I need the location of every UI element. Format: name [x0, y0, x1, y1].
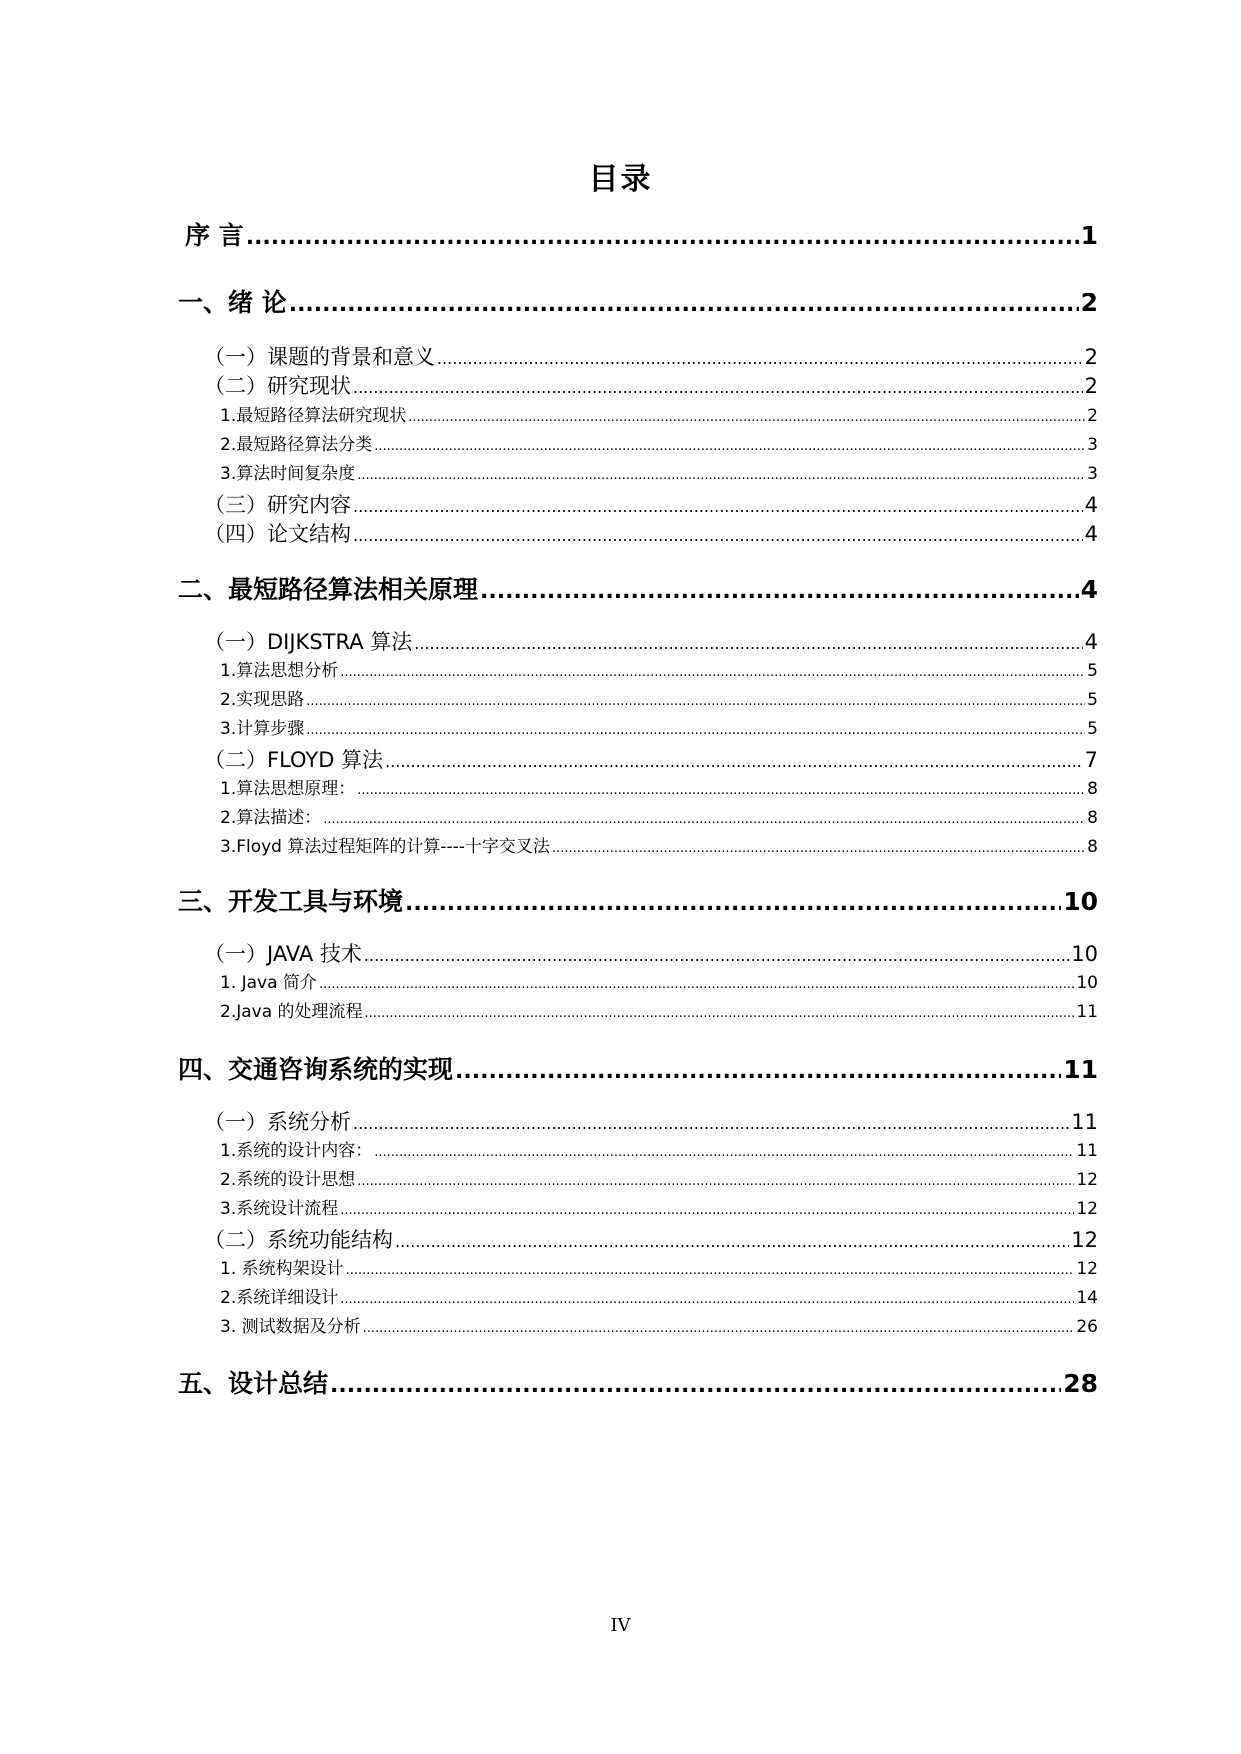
toc-entry-label: 1.算法思想分析: [220, 661, 339, 681]
toc-entry-page: 12: [1071, 1228, 1098, 1252]
toc-entry-page: 3: [1087, 464, 1098, 484]
toc-entry-page: 8: [1087, 779, 1098, 799]
toc-entry-label: 2.Java 的处理流程: [220, 1002, 363, 1022]
toc-dot-leader: [353, 371, 1083, 403]
toc-entry-label: 3.算法时间复杂度: [220, 464, 356, 484]
toc-dot-leader: [374, 432, 1085, 460]
toc-dot-leader: [340, 1285, 1074, 1313]
toc-dot-leader: [353, 1107, 1069, 1139]
toc-entry-page: 11: [1071, 1110, 1098, 1134]
toc-entry-page: 7: [1084, 748, 1098, 772]
toc-entry[interactable]: [204, 1107, 1098, 1137]
toc-entry-label: 五、设计总结: [178, 1369, 329, 1398]
toc-entry-label: 1. 系统构架设计: [220, 1259, 344, 1279]
toc-entry-page: 12: [1076, 1170, 1098, 1190]
toc-dot-leader: [395, 1225, 1069, 1257]
toc-entry[interactable]: [220, 970, 1098, 996]
toc-entry[interactable]: [220, 716, 1098, 742]
toc-entry-label: 1.最短路径算法研究现状: [220, 406, 407, 426]
toc-entry[interactable]: [220, 834, 1098, 860]
toc-dot-leader: [414, 627, 1082, 659]
toc-entry[interactable]: [220, 776, 1098, 802]
toc-entry-label: 2.实现思路: [220, 690, 305, 710]
toc-entry-label: 2.系统详细设计: [220, 1288, 339, 1308]
toc-entry-label: 三、开发工具与环境: [178, 887, 404, 916]
toc-entry[interactable]: [204, 490, 1098, 520]
toc-dot-leader: [357, 1167, 1074, 1195]
toc-dot-leader: [353, 490, 1083, 522]
toc-entry-label: 2.算法描述：: [220, 808, 322, 828]
toc-entry[interactable]: [220, 1167, 1098, 1193]
toc-entry[interactable]: [204, 939, 1098, 969]
toc-dot-leader: [363, 1314, 1075, 1342]
toc-entry[interactable]: [220, 687, 1098, 713]
page-number: IV: [610, 1615, 631, 1636]
toc-entry-label: 1.算法思想原理：: [220, 779, 356, 799]
toc-entry-label: 3.系统设计流程: [220, 1199, 339, 1219]
toc-dot-leader: [357, 461, 1085, 489]
toc-entry-label: （三）研究内容: [204, 493, 351, 517]
toc-dot-leader: [364, 939, 1069, 971]
toc-entry-page: 4: [1084, 493, 1098, 517]
toc-entry[interactable]: [220, 999, 1098, 1025]
toc-dot-leader: [289, 285, 1079, 323]
toc-entry-page: 10: [1063, 887, 1098, 916]
toc-entry[interactable]: [204, 342, 1098, 372]
toc-entry-page: 4: [1084, 522, 1098, 546]
toc-dot-leader: [323, 805, 1085, 833]
toc-dot-leader: [340, 1196, 1074, 1224]
toc-entry-page: 10: [1076, 973, 1098, 993]
toc-entry[interactable]: [178, 285, 1098, 321]
toc-entry[interactable]: [220, 1314, 1098, 1340]
toc-dot-leader: [365, 999, 1075, 1027]
toc-entry[interactable]: [220, 1256, 1098, 1282]
toc-entry[interactable]: [220, 461, 1098, 487]
toc-entry[interactable]: [204, 745, 1098, 775]
toc-entry-page: 12: [1076, 1259, 1098, 1279]
toc-entry-label: （一）课题的背景和意义: [204, 345, 435, 369]
toc-entry-page: 12: [1076, 1199, 1098, 1219]
toc-entry-label: （一）JAVA 技术: [204, 942, 362, 966]
toc-entry-label: 3.Floyd 算法过程矩阵的计算----十字交叉法: [220, 837, 550, 857]
toc-dot-leader: [306, 716, 1085, 744]
toc-entry-label: （二）FLOYD 算法: [204, 748, 384, 772]
toc-dot-leader: [330, 1366, 1061, 1404]
toc-entry[interactable]: [220, 658, 1098, 684]
toc-entry-label: 四、交通咨询系统的实现: [178, 1055, 454, 1084]
toc-dot-leader: [246, 218, 1079, 256]
toc-entry-label: 一、绪 论: [178, 288, 287, 317]
toc-entry[interactable]: [220, 403, 1098, 429]
toc-entry-page: 2: [1084, 345, 1098, 369]
toc-entry-page: 11: [1076, 1002, 1098, 1022]
toc-entry[interactable]: [204, 627, 1098, 657]
toc-dot-leader: [405, 884, 1061, 922]
toc-dot-leader: [480, 572, 1079, 610]
toc-entry-page: 3: [1087, 435, 1098, 455]
toc-entry[interactable]: [220, 805, 1098, 831]
toc-entry-label: 1.系统的设计内容：: [220, 1141, 373, 1161]
toc-entry-page: 5: [1087, 661, 1098, 681]
toc-entry-label: （一）系统分析: [204, 1110, 351, 1134]
toc-dot-leader: [346, 1256, 1075, 1284]
toc-entry-page: 28: [1063, 1369, 1098, 1398]
toc-dot-leader: [353, 519, 1083, 551]
toc-entry[interactable]: [178, 884, 1098, 920]
toc-entry-label: （二）研究现状: [204, 374, 351, 398]
toc-dot-leader: [306, 687, 1085, 715]
toc-dot-leader: [340, 658, 1085, 686]
toc-dot-leader: [552, 834, 1085, 862]
toc-entry[interactable]: [185, 218, 1098, 254]
toc-dot-leader: [385, 745, 1083, 777]
toc-entry-page: 8: [1087, 808, 1098, 828]
toc-entry-label: 2.系统的设计思想: [220, 1170, 356, 1190]
toc-dot-leader: [357, 776, 1085, 804]
toc-dot-leader: [437, 342, 1083, 374]
toc-entry-page: 11: [1063, 1055, 1098, 1084]
toc-entry-label: 3. 测试数据及分析: [220, 1317, 361, 1337]
toc-entry-page: 4: [1080, 575, 1098, 604]
toc-dot-leader: [319, 970, 1074, 998]
toc-dot-leader: [455, 1052, 1061, 1090]
toc-entry-page: 1: [1080, 221, 1098, 250]
toc-entry-page: 2: [1080, 288, 1098, 317]
toc-dot-leader: [408, 403, 1085, 431]
toc-entry-label: 3.计算步骤: [220, 719, 305, 739]
toc-entry-label: 序 言: [185, 221, 244, 250]
toc-entry-label: 2.最短路径算法分类: [220, 435, 373, 455]
toc-entry[interactable]: [178, 572, 1098, 608]
toc-entry[interactable]: [204, 519, 1098, 549]
toc-entry-label: 二、最短路径算法相关原理: [178, 575, 479, 604]
toc-entry[interactable]: [220, 1285, 1098, 1311]
toc-entry-page: 4: [1084, 630, 1098, 654]
toc-entry-page: 10: [1071, 942, 1098, 966]
toc-entry[interactable]: [220, 432, 1098, 458]
toc-entry-page: 5: [1087, 690, 1098, 710]
toc-entry[interactable]: [178, 1366, 1098, 1402]
toc-dot-leader: [374, 1138, 1074, 1166]
page-title: 目录: [588, 162, 653, 197]
toc-entry[interactable]: [204, 1225, 1098, 1255]
toc-entry-page: 11: [1076, 1141, 1098, 1161]
toc-entry[interactable]: [220, 1138, 1098, 1164]
toc-entry-page: 26: [1076, 1317, 1098, 1337]
toc-entry-page: 2: [1084, 374, 1098, 398]
toc-entry-label: （一）DIJKSTRA 算法: [204, 630, 413, 654]
toc-entry[interactable]: [178, 1052, 1098, 1088]
toc-entry-page: 2: [1087, 406, 1098, 426]
toc-entry-label: （四）论文结构: [204, 522, 351, 546]
toc-entry[interactable]: [220, 1196, 1098, 1222]
toc-entry-page: 8: [1087, 837, 1098, 857]
toc-entry-label: 1. Java 简介: [220, 973, 317, 993]
toc-entry-label: （二）系统功能结构: [204, 1228, 393, 1252]
toc-entry-page: 5: [1087, 719, 1098, 739]
toc-entry-page: 14: [1076, 1288, 1098, 1308]
toc-entry[interactable]: [204, 371, 1098, 401]
